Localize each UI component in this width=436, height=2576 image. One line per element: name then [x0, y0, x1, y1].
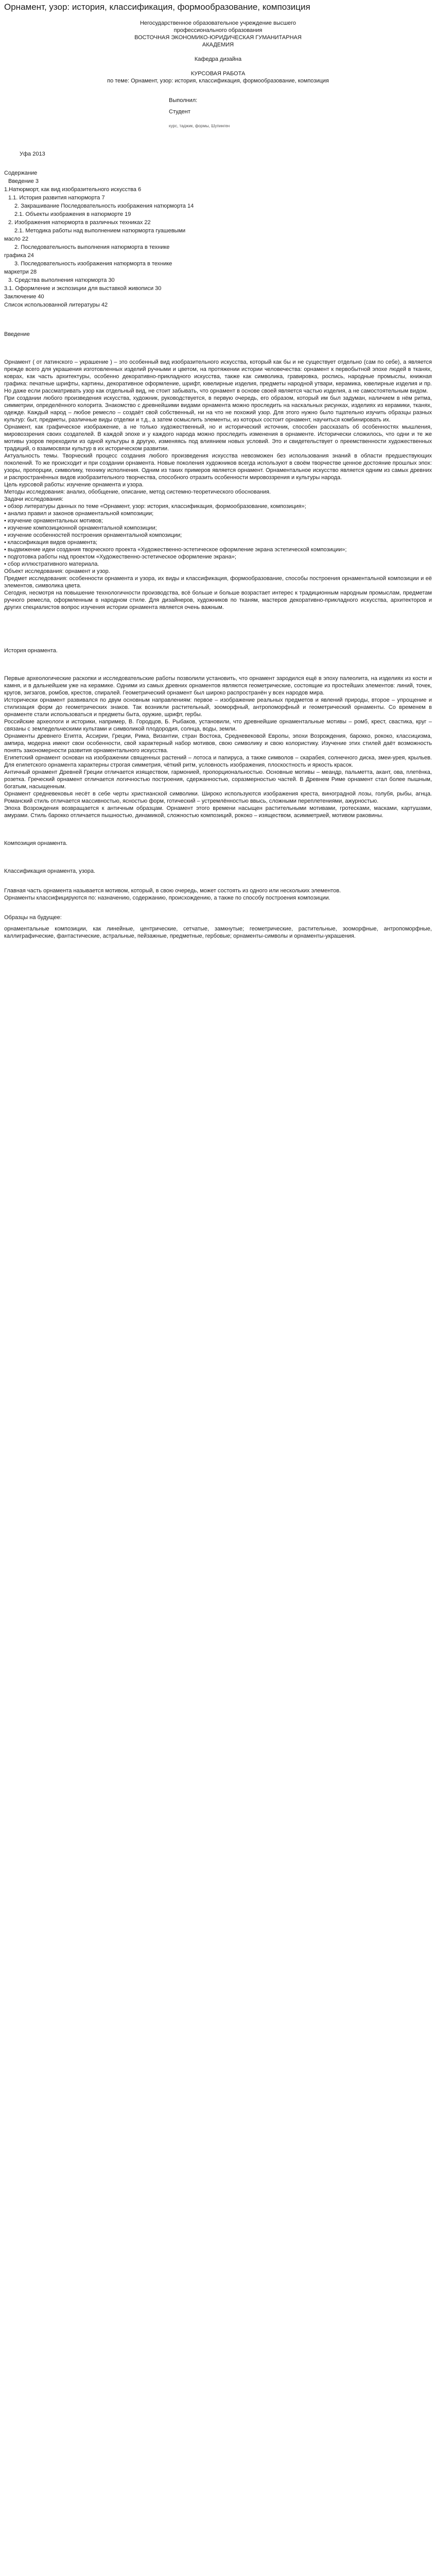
paragraph: Египетский орнамент основан на изображении священных растений – лотоса и папируса, а также символов – скарабея, солнечного диска, змеи-урея, крыльев. Для египетского орнамента характерны строгая симметрия, чёткий ритм, условность изображения, плоскостность и яркость красок. [4, 755, 432, 768]
paragraph: При создании любого произведения искусства, художник, руководствуется, в первую очередь, его образом, который им был задуман, наличием в нём ритма, симметрии, определённого колорита. Знакомство с древнейшими видами орнамента можно проследить на наскальных рисунках, изделиях из керамики, тканях, одежде. Каждый народ – любое ремесло – создаёт свой собственный, ни на что не похожий узор. Для этого нужно было тщательно изучить образцы разных культур: быт, предметы, различные виды отделки и т.д., а затем осмыслить элементы, из которых состоит орнамент, научиться комбинировать их. [4, 395, 432, 423]
list-item: • подготовка работы над проектом «Художественно-эстетическое оформление экрана»; [4, 554, 236, 560]
paragraph: Орнамент, как графическое изображение, а не только художественный, но и исторический источник, способен рассказать об особенностях мышления, мировоззрения своих создателей. В каждой эпохе и у каждого народа можно проследить изменения в орнаменте. Исторически сложилось, что одни и те же мотивы узоров переходили из одной культуры в другую, изменяясь под влиянием новых условий. Это и свидетельствует о преемственности художественных традиций, о взаимосвязи культур в их историческом развитии. [4, 424, 432, 452]
paragraph: Актуальность темы. Творческий процесс создания любого произведения искусства невозможен без использования знаний в области предшествующих поколений. То же происходит и при создании орнамента. Новые поколения художников всегда используют в своём творчестве ценное достояние прошлых эпох: узоры, пропорции, символику, технику исполнения. Одним из таких примеров является орнамент. Орнаментальное искусство является одним из самых древних и распространённых видов изобразительного творчества, способного отразить особенности мировоззрения и культуры народа. [4, 453, 432, 481]
paragraph: Орнамент ( от латинского – украшение ) – это особенный вид изобразительного искусства, который как бы и не существует отдельно (сам по себе), а является прежде всего для украшения изготовленных изделий ручными и цветом, на протяжении истории человечества: орнамент к первобытной эпохе людей в тканях, коврах, как часть архитектуры, особенно декоративно-прикладного искусства, также как символика, гравировка, роспись, народные промыслы, книжная графика: печатные шрифты, картины, декоративное оформление, шрифт, ювелирные изделия, предметы народной утвари, керамика, ювелирные изделия и пр. Но даже если рассматривать узор как отдельный вид, не стоит забывать, что орнамент в основе своей является частью изделия, а не самостоятельным видом. [4, 359, 432, 394]
toc-item[interactable]: 3. Последовательность изображения натюрморта в технике [14, 261, 172, 267]
institution-line-1: Негосударственное образовательное учреждение высшего [139, 20, 297, 26]
paragraph: Античный орнамент Древней Греции отличается изяществом, гармонией, пропорциональностью. Основные мотивы – меандр, пальметта, акант, ова, плетёнка, розетка. Греческий орнамент отличается логичностью построения, сдержанностью, соразмерностью частей. В Древнем Риме орнамент стал более пышным, богатым, насыщенным. [4, 769, 432, 790]
work-type: КУРСОВАЯ РАБОТА [190, 71, 246, 77]
list-item: • изучение особенностей построения орнаментальной композиции; [4, 532, 182, 538]
toc-item[interactable]: 3.1. Оформление и экспозиции для выставкой живописи 30 [4, 285, 162, 292]
paragraph: Первые археологические раскопки и исследовательские работы позволили установить, что орнамент зародился ещё в эпоху палеолита, на изделиях из кости и камня, и в дальнейшем уже на керамике. Одними из самых древних орнаментов являются геометрические, состоящие из простейших элементов: линий, точек, кругов, зигзагов, ромбов, крестов, спиралей. Геометрический орнамент был широко распространён у всех народов мира. [4, 675, 432, 696]
list-item: • выдвижение идеи создания творческого проекта «Художественно-эстетическое оформление экрана эстетической композиции»; [4, 547, 347, 553]
list-item: • сбор иллюстративного материала. [4, 561, 99, 567]
toc-item[interactable]: графика 24 [4, 252, 34, 259]
history-section [4, 647, 432, 819]
toc-item[interactable]: 2.1. Методика работы над выполнением натюрморта гуашевыми [14, 228, 186, 234]
toc-item[interactable]: Список использованной литературы 42 [4, 302, 108, 308]
institution-line-3: ВОСТОЧНАЯ ЭКОНОМИКО-ЮРИДИЧЕСКАЯ ГУМАНИТАРНАЯ [134, 35, 302, 41]
paragraph: Предмет исследования: особенности орнамента и узора, их виды и классификация, формообразование, способы построения орнаментальной композиции и её элементов, символика цвета. [4, 575, 432, 589]
work-topic: по теме: Орнамент, узор: история, классификация, формообразование, композиция [107, 78, 329, 84]
paragraph: Сегодня, несмотря на повышение технологичности производства, всё больше и больше возрастает интерес к традиционным народным промыслам, предметам ручного ремесла, оформленным в народном стиле. Для дизайнеров, художников по тканям, мастеров декоративно-прикладного искусства, архитекторов и других специалистов вопрос изучения истории орнамента является очень важным. [4, 590, 432, 611]
toc-item[interactable]: масло 22 [4, 236, 29, 242]
paragraph: Эпоха Возрождения возвращается к античным образцам. Орнамент этого времени насыщен растительными мотивами, гротесками, масками, картушами, амурами. Стиль барокко отличается пышностью, динамикой, сложностью композиций, рококо – изяществом, асимметрией, мотивом раковины. [4, 805, 432, 819]
classification-section [4, 887, 432, 940]
paragraph: Орнаменты древнего Египта, Ассирии, Греции, Рима, Византии, стран Востока, Средневековой Европы, эпохи Возрождения, барокко, рококо, классицизма, ампира, модерна имеют свои особенности, свой характерный набор мотивов, свою символику и свою колористику. Изучение этих стилей даёт возможность понять закономерности развития орнаментального искусства. [4, 733, 432, 754]
tasks-list [4, 503, 432, 568]
table-of-contents [4, 170, 432, 309]
paragraph: Главная часть орнамента называется мотивом, который, в свою очередь, может состоять из одного или нескольких элементов. [4, 888, 341, 894]
list-item: • изучение орнаментальных мотивов; [4, 518, 103, 524]
toc-item[interactable]: Введение 3 [8, 178, 39, 184]
document-title: Орнамент, узор: история, классификация, формообразование, композиция [4, 2, 310, 12]
institution-line-4: АКАДЕМИЯ [202, 42, 234, 48]
institution-line-2: профессионального образования [173, 27, 263, 33]
section-heading: Классификация орнамента, узора. [4, 868, 96, 874]
introduction-section [4, 331, 432, 611]
toc-item[interactable]: 2. Последовательность выполнения натюрморта в технике [14, 244, 170, 250]
paragraph: Объект исследования: орнамент и узор. [4, 568, 110, 574]
paragraph: Образцы на будущее: [4, 914, 62, 921]
toc-heading: Содержание [4, 170, 38, 176]
section-heading: История орнамента. [4, 648, 58, 654]
list-item: • обзор литературы данных по теме «Орнамент, узор: история, классификация, формообразование, композиция»; [4, 503, 306, 510]
list-item: • классификация видов орнамента; [4, 539, 98, 546]
toc-item[interactable]: маркетри 28 [4, 269, 37, 275]
paragraph: Орнаменты классифицируются по: назначению, содержанию, происхождению, а также по способу построения композиции. [4, 895, 330, 901]
paragraph: Орнамент средневековья несёт в себе черты христианской символики. Широко используются изображения креста, виноградной лозы, голубя, рыбы, агнца. Романский стиль отличается массивностью, ясностью форм, готический – устремлённостью ввысь, сложными переплетениями, ажурностью. [4, 791, 432, 804]
paragraph: Российские археологи и историки, например, В. Городцов, Б. Рыбаков, установили, что древнейшие орнаментальные мотивы – ромб, крест, свастика, круг – связаны с земледельческими культами и символикой плодородия, солнца, воды, земли. [4, 719, 432, 732]
paragraph: Исторически орнамент развивался по двум основным направлениям: первое – изображение реальных предметов и явлений природы, второе – упрощение и стилизация форм до геометрических знаков. Так возникли растительный, зооморфный, антропоморфный и геометрический орнаменты. Со временем в орнаменте стали использоваться и предметы быта, оружие, шрифт, гербы. [4, 697, 432, 718]
done-by-label: Выполнил: [169, 97, 198, 104]
paragraph: Задачи исследования: [4, 496, 64, 502]
section-heading: Введение [4, 331, 30, 337]
toc-item[interactable]: Заключение 40 [4, 294, 44, 300]
toc-item[interactable]: 1.1. История развития натюрморта 7 [8, 195, 105, 201]
toc-item[interactable]: 2.1. Объекты изображения в натюрморте 19 [14, 211, 131, 217]
paragraph: Методы исследования: анализ, обобщение, описание, метод системно-теоретического обоснования. [4, 489, 271, 495]
paragraph: Цель курсовой работы: изучение орнамента и узора. [4, 482, 144, 488]
author-block [4, 97, 432, 130]
cover-page [4, 20, 432, 158]
city-year: Уфа 2013 [20, 151, 45, 157]
list-item: • анализ правил и законов орнаментальной композиции; [4, 511, 154, 517]
tags-line: курс, таджик, формы, Шупинген [169, 124, 230, 128]
toc-item[interactable]: 2. Изображения натюрморта в различных техниках 22 [8, 219, 151, 226]
toc-item[interactable]: 2. Закрашивание Последовательность изображения натюрморта 14 [14, 203, 194, 209]
paragraph: орнаментальные композиции, как линейные, центрические, сетчатые, замкнутые; геометрические, растительные, зооморфные, антропоморфные, каллиграфические, фантастические, астральные, пейзажные, предметные, гербовые; орнаменты-символы и орнаменты-украшения. [4, 926, 432, 939]
toc-item[interactable]: 1.Натюрморт, как вид изобразительного искусства 6 [4, 187, 142, 193]
list-item: • изучение композиционной орнаментальной композиции; [4, 525, 157, 531]
department: Кафедра дизайна [194, 56, 242, 62]
student-label: Студент [169, 109, 190, 115]
section-heading: Композиция орнамента. [4, 840, 67, 846]
toc-item[interactable]: 3. Средства выполнения натюрморта 30 [8, 277, 115, 283]
